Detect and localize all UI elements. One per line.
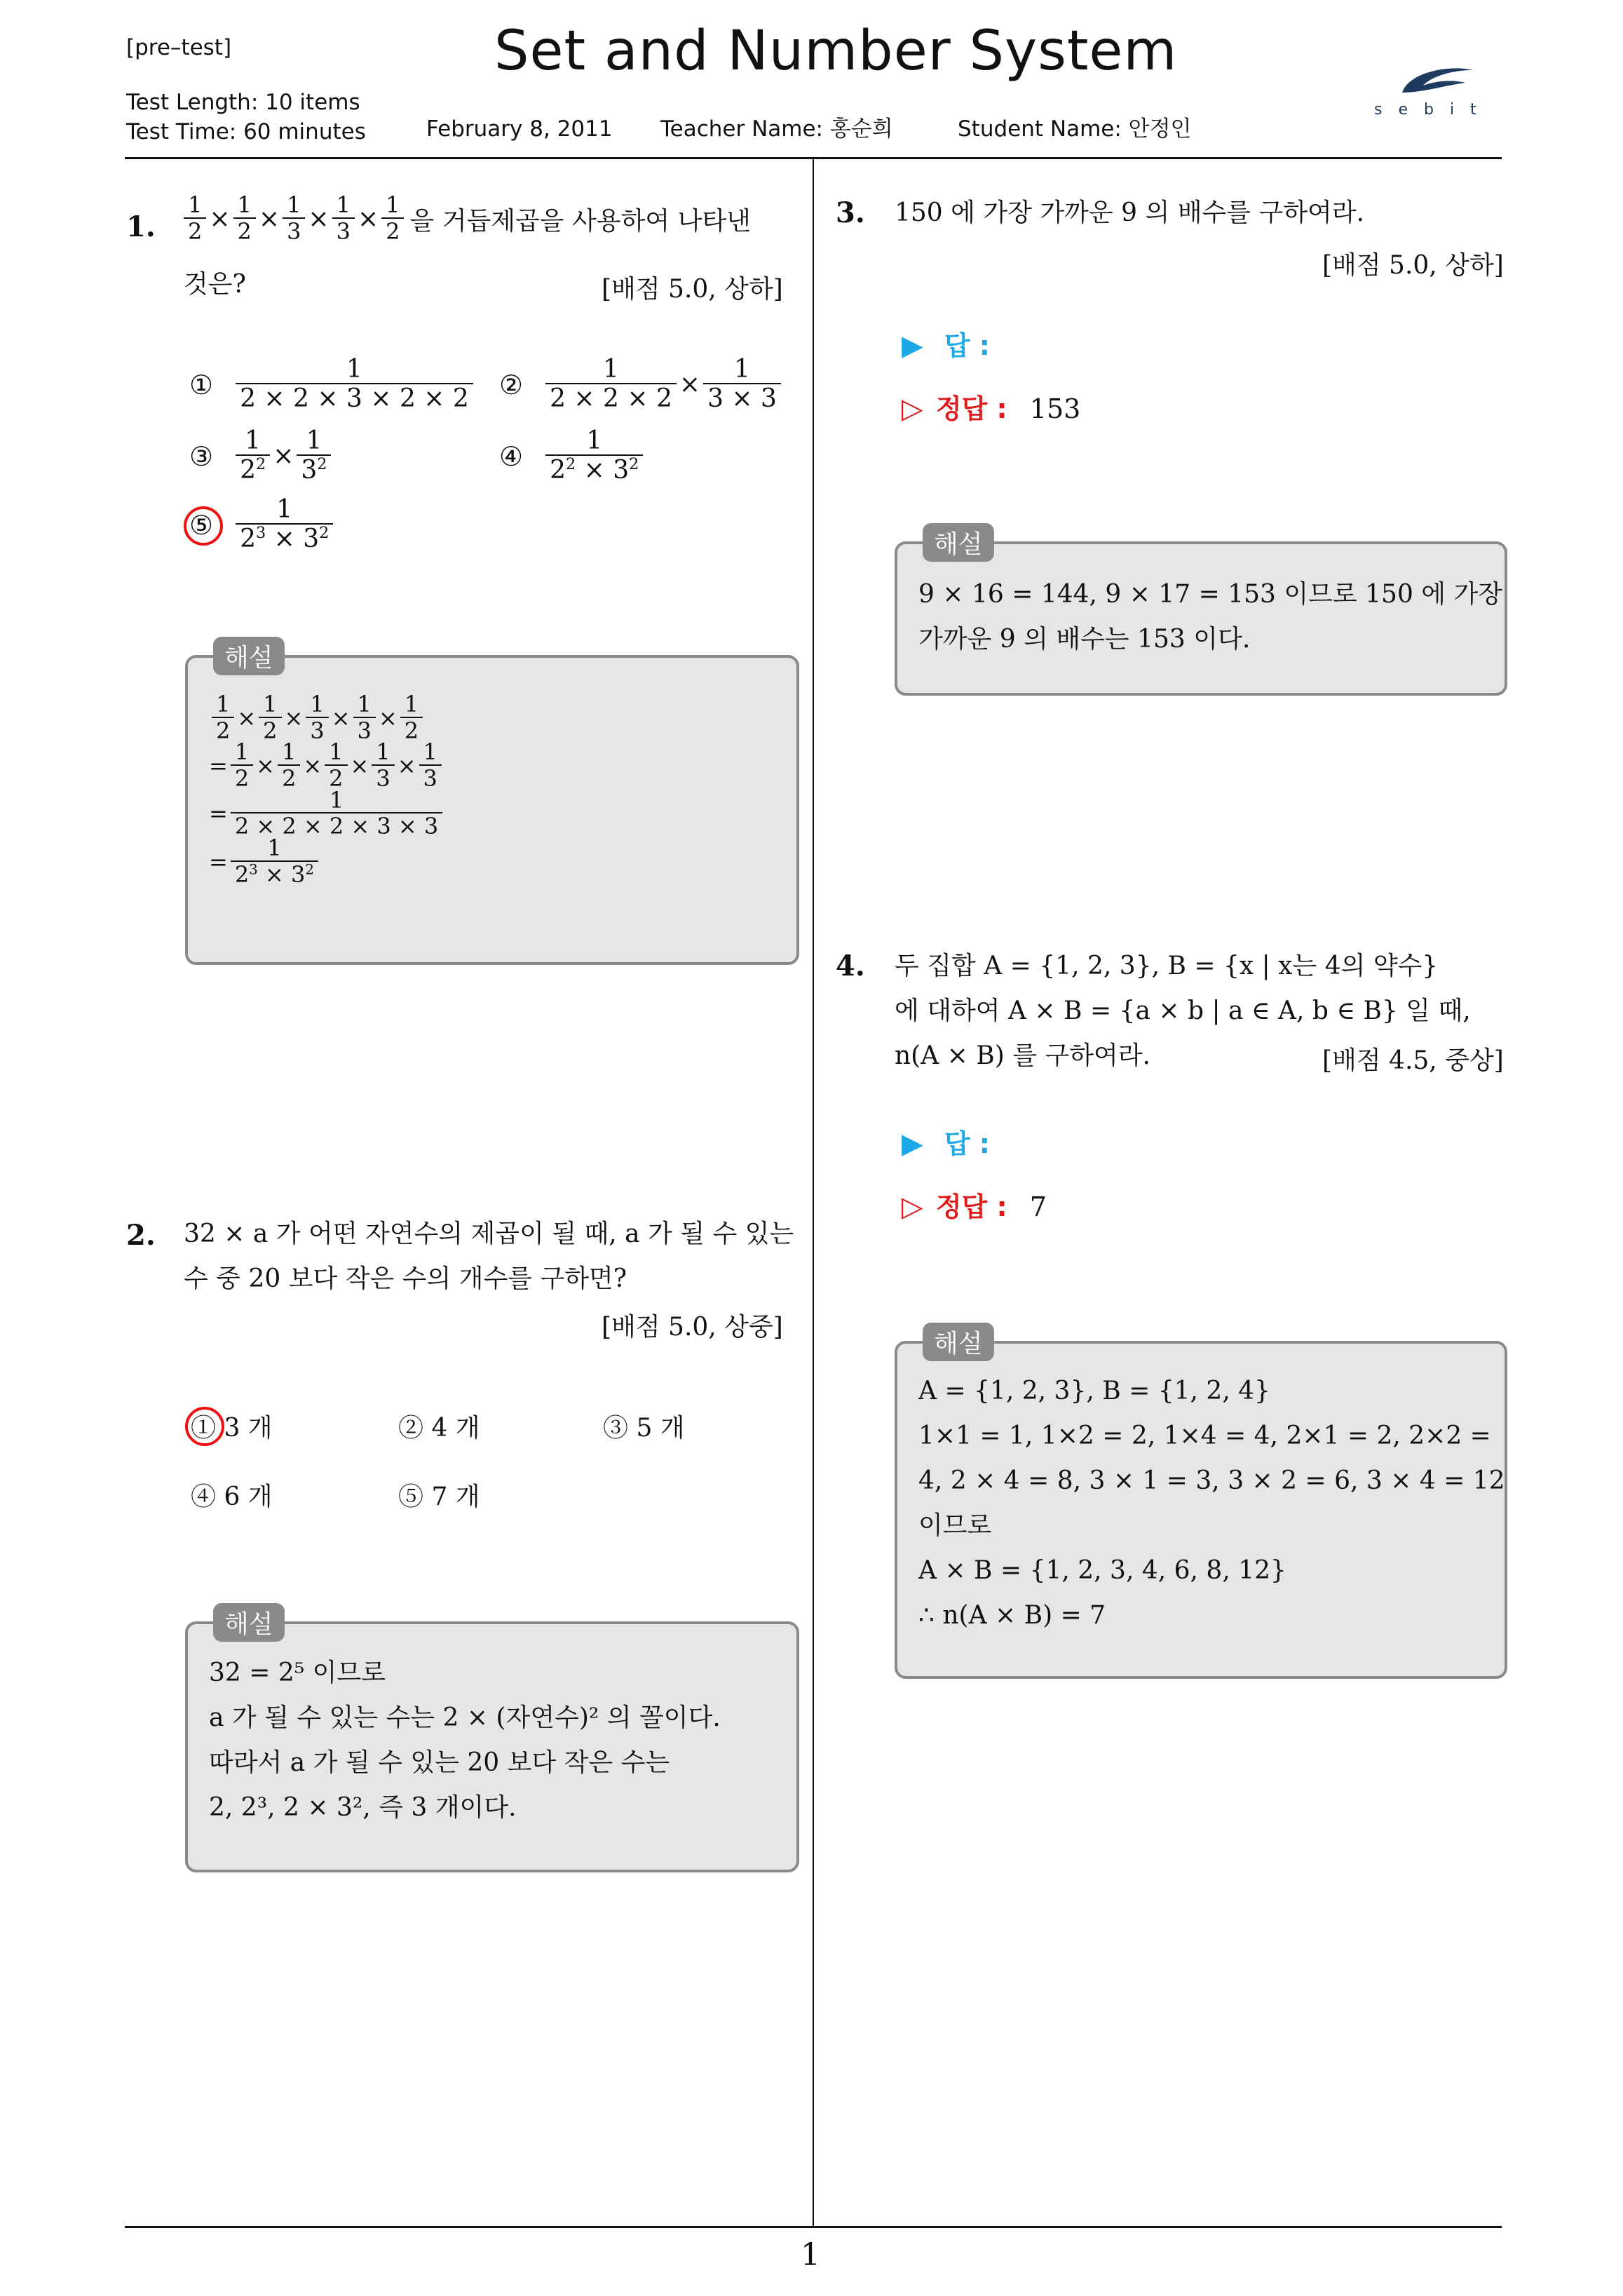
q1-option-4[interactable]: ④ $\frac{1}{2^2 \times 3^2}$ <box>499 428 646 485</box>
q1-explanation-body: $\frac{1}{2}$ × $\frac{1}{2}$ × $\frac{1}{3}$ × $\frac{1}{3}$ × $\frac{1}{2}$ = $\frac{1}{2}$ × $\frac{1}{2}$ × $\frac{1}{2}$ × $\frac{1}{3}$ × $\frac{1}{3}$ = $\frac{1}{2 \times 2 \times 2 \times 3 \times 3}$ = $\frac{1}{2^3 \times 3^2}$ <box>209 693 778 888</box>
q4-text-line3: n(A × B) 를 구하여라. <box>895 1041 1150 1070</box>
q3-points: [배점 5.0, 상하] <box>1322 251 1504 280</box>
q4-expl-line-1: A = {1, 2, 3}, B = {1, 2, 4} <box>918 1377 1271 1405</box>
q1-text: 을 거듭제곱을 사용하여 나타낸 <box>409 206 751 236</box>
q3-correct-answer: ▷ 정답 : 153 <box>902 393 1081 425</box>
q3-expl-line-1: 9 × 16 = 144, 9 × 17 = 153 이므로 150 에 가장 <box>918 580 1503 609</box>
q1-option-2[interactable]: ② $\frac{1}{2 \times 2 \times 2}$ × $\frac{1}{3 \times 3}$ <box>499 356 784 413</box>
q2-option-3[interactable]: ③ 5 개 <box>603 1414 685 1443</box>
q4-text-line1: 두 집합 A = {1, 2, 3}, B = {x | x는 4의 약수} <box>895 952 1439 980</box>
q2-explanation-tag: 해설 <box>213 1603 285 1642</box>
q2-explanation-box <box>185 1610 799 1872</box>
q4-explanation-box <box>895 1330 1507 1679</box>
q4-expl-line-2: 1×1 = 1, 1×2 = 2, 1×4 = 4, 2×1 = 2, 2×2 = <box>918 1422 1491 1450</box>
q3-text-line1: 150 에 가장 가까운 9 의 배수를 구하여라. <box>895 198 1365 227</box>
test-tag: [pre–test] <box>126 35 232 60</box>
sebit-logo-icon <box>1395 65 1479 100</box>
q3-explanation-tag: 해설 <box>923 523 994 562</box>
q1-explanation-box <box>185 644 799 965</box>
q2-explanation-body <box>209 1651 778 1830</box>
q2-option-1[interactable]: ① 3 개 <box>191 1414 273 1443</box>
q2-number: 2. <box>126 1219 156 1252</box>
q4-explanation-body <box>918 1369 1505 1638</box>
test-time: Test Time: 60 minutes <box>126 119 366 144</box>
q4-expl-line-6: ∴ n(A × B) = 7 <box>918 1601 1106 1630</box>
play-icon: ▶ <box>902 1128 923 1160</box>
test-length: Test Length: 10 items <box>126 90 360 115</box>
q1-option-5[interactable]: ⑤ $\frac{1}{2^3 \times 3^2}$ <box>189 497 336 553</box>
q1-text-line2: 것은? <box>184 270 246 299</box>
q2-points: [배점 5.0, 상중] <box>602 1313 783 1342</box>
student-name: Student Name: 안정인 <box>958 116 1192 142</box>
q1-option-3[interactable]: ③ $\frac{1}{2^2}$ × $\frac{1}{3^2}$ <box>189 428 334 485</box>
q4-answer[interactable]: ▶ 답 : <box>902 1128 990 1160</box>
q3-expl-line-2: 가까운 9 의 배수는 153 이다. <box>918 625 1251 654</box>
q1-selected-mark <box>184 506 223 546</box>
q2-selected-mark <box>185 1407 224 1446</box>
play-icon: ▶ <box>902 330 923 362</box>
q4-expl-line-3: 4, 2 × 4 = 8, 3 × 1 = 3, 3 × 2 = 6, 3 × 4 = 12 <box>918 1466 1505 1495</box>
q4-text-line2: 에 대하여 A × B = {a × b | a ∈ A, b ∈ B} 일 때, <box>895 997 1471 1025</box>
q4-explanation-tag: 해설 <box>923 1323 994 1361</box>
teacher-name: Teacher Name: 홍순희 <box>660 116 893 142</box>
q1-explanation-tag: 해설 <box>213 637 285 675</box>
q1-stem: $\frac{1}{2}$ × $\frac{1}{2}$ × $\frac{1}{3}$ × $\frac{1}{3}$ × $\frac{1}{2}$ 을 거듭제곱을 사용하여 나타낸 <box>181 194 751 244</box>
q1-number: 1. <box>126 210 156 243</box>
q4-number: 4. <box>836 950 865 982</box>
q4-expl-line-5: A × B = {1, 2, 3, 4, 6, 8, 12} <box>918 1556 1286 1585</box>
page-number: 1 <box>801 2237 820 2273</box>
test-date: February 8, 2011 <box>426 116 613 142</box>
q4-expl-line-4: 이므로 <box>918 1511 992 1540</box>
q2-option-4[interactable]: ④ 6 개 <box>191 1483 273 1511</box>
q2-expl-line-4: 2, 2³, 2 × 3², 즉 3 개이다. <box>209 1793 517 1822</box>
page-title: Set and Number System <box>494 20 1178 83</box>
q2-expl-line-1: 32 = 2⁵ 이므로 <box>209 1659 386 1687</box>
q2-expl-line-2: a 가 될 수 있는 수는 2 × (자연수)² 의 꼴이다. <box>209 1703 721 1732</box>
q4-correct-answer: ▷ 정답 : 7 <box>902 1191 1047 1223</box>
footer-rule <box>125 2226 1502 2228</box>
q1-points: [배점 5.0, 상하] <box>602 275 783 304</box>
q4-points: [배점 4.5, 중상] <box>1322 1046 1504 1075</box>
sebit-logo <box>1367 65 1493 121</box>
column-divider <box>813 158 814 2227</box>
q2-option-2[interactable]: ② 4 개 <box>398 1414 480 1443</box>
outline-play-icon: ▷ <box>902 1191 923 1223</box>
q2-text-line1: 32 × a 가 어떤 자연수의 제곱이 될 때, a 가 될 수 있는 <box>184 1220 794 1248</box>
q3-answer[interactable]: ▶ 답 : <box>902 330 990 362</box>
q3-explanation-body <box>918 572 1503 662</box>
q1-option-1[interactable]: ① $\frac{1}{2 \times 2 \times 3 \times 2 \times 2}$ <box>189 356 476 413</box>
q2-text-line2: 수 중 20 보다 작은 수의 개수를 구하면? <box>184 1264 627 1293</box>
q2-expl-line-3: 따라서 a 가 될 수 있는 20 보다 작은 수는 <box>209 1748 670 1777</box>
q3-number: 3. <box>836 196 865 229</box>
logo-text: s e b i t <box>1374 101 1482 119</box>
q3-explanation-box <box>895 530 1507 696</box>
outline-play-icon: ▷ <box>902 393 923 425</box>
q2-option-5[interactable]: ⑤ 7 개 <box>398 1483 480 1511</box>
